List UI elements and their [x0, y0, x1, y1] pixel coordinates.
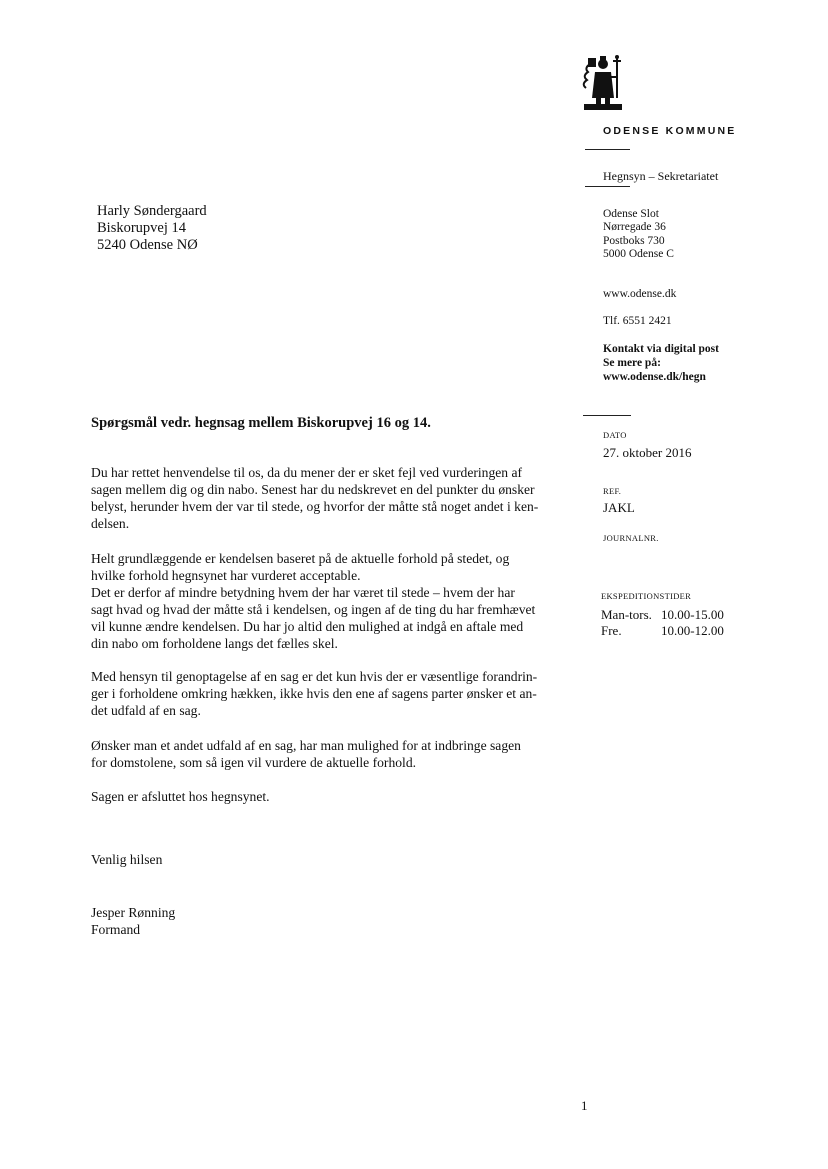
signer-name: Jesper Rønning	[91, 905, 176, 920]
digital-line: Se mere på:	[603, 357, 661, 369]
digital-line: Kontakt via digital post	[603, 343, 719, 355]
journal-label: JOURNALNR.	[603, 533, 659, 543]
text-line: Med hensyn til genoptagelse af en sag er det kun hvis der er væsentlige forandrin-	[91, 669, 538, 684]
signature-block	[91, 904, 175, 938]
address-line: Postboks 730	[603, 234, 665, 247]
paragraph	[91, 668, 571, 719]
phone: Tlf. 6551 2421	[603, 315, 672, 327]
department: Hegnsyn – Sekretariatet	[603, 169, 719, 183]
divider	[585, 149, 630, 150]
letter-subject: Spørgsmål vedr. hegnsag mellem Biskorupvej 16 og 14.	[91, 415, 431, 431]
recipient-line: Biskorupvej 14	[97, 220, 187, 236]
paragraph	[91, 550, 571, 652]
odense-coat-of-arms-icon	[578, 50, 628, 112]
recipient-address	[97, 203, 207, 254]
text-line: Det er derfor af mindre betydning hvem der har været til stede – hvem der har	[91, 585, 515, 600]
signer-title: Formand	[91, 922, 141, 937]
recipient-line: 5240 Odense NØ	[97, 237, 198, 253]
paragraph	[91, 464, 571, 532]
text-line: for domstolene, som så igen vil vurdere de aktuelle forhold.	[91, 755, 417, 770]
recipient-line: Harly Søndergaard	[97, 203, 207, 219]
text-line: Du har rettet henvendelse til os, da du mener der er sket fejl ved vurderingen af	[91, 465, 523, 480]
page-number: 1	[581, 1098, 588, 1113]
address-line: Odense Slot	[603, 208, 659, 220]
hours-row	[601, 607, 724, 623]
ref-label: REF.	[603, 486, 622, 496]
paragraph	[91, 737, 571, 771]
text-line: delsen.	[91, 516, 130, 531]
text-line: ger i forholdene omkring hækken, ikke hvis den ene af sagens parter ønsker et an-	[91, 686, 537, 701]
text-line: hvilke forhold hegnsynet har vurderet acceptable.	[91, 568, 361, 583]
paragraph: Sagen er afsluttet hos hegnsynet.	[91, 789, 270, 804]
hours-day: Man-tors.	[601, 607, 652, 622]
digital-post-info	[603, 342, 719, 384]
digital-link: www.odense.dk/hegn	[603, 371, 706, 383]
text-line: din nabo om forholdene langs det fælles skel.	[91, 636, 338, 651]
hours-label: EKSPEDITIONSTIDER	[601, 591, 692, 601]
divider	[583, 415, 631, 416]
hours-time: 10.00-12.00	[661, 623, 724, 638]
hours-row	[601, 623, 724, 639]
date-label: DATO	[603, 430, 627, 440]
address-line: 5000 Odense C	[603, 248, 674, 261]
text-line: belyst, herunder hvem der var til stede, og hvorfor der måtte stå noget andet i ken-	[91, 499, 539, 514]
ref-value: JAKL	[603, 500, 635, 515]
opening-hours	[601, 607, 724, 639]
divider	[585, 186, 630, 187]
address-line: Nørregade 36	[603, 221, 666, 234]
hours-time: 10.00-15.00	[661, 607, 724, 622]
text-line: vil kunne ændre kendelsen. Du har jo altid den mulighed at indgå en aftale med	[91, 619, 524, 634]
text-line: sagen mellem dig og din nabo. Senest har du nedskrevet en del punkter du ønsker	[91, 482, 535, 497]
text-line: sagt hvad og hvad der måtte stå i kendelsen, og ingen af de ting du har fremhævet	[91, 602, 536, 617]
sender-address	[603, 208, 674, 262]
org-name: ODENSE KOMMUNE	[603, 125, 737, 137]
date-value: 27. oktober 2016	[603, 445, 692, 460]
text-line: Helt grundlæggende er kendelsen baseret på de aktuelle forhold på stedet, og	[91, 551, 510, 566]
text-line: Ønsker man et andet udfald af en sag, har man mulighed for at indbringe sagen	[91, 738, 521, 753]
text-line: det udfald af en sag.	[91, 703, 201, 718]
greeting: Venlig hilsen	[91, 852, 163, 867]
website: www.odense.dk	[603, 288, 677, 300]
hours-day: Fre.	[601, 623, 622, 638]
